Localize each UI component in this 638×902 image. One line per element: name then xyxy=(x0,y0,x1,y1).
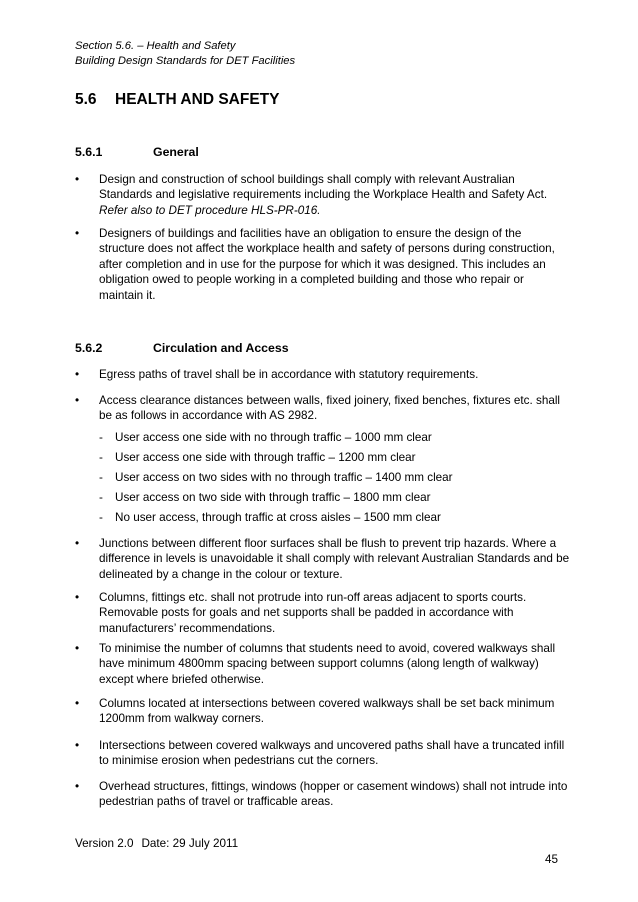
clearance-text: No user access, through traffic at cross aisles – 1500 mm clear xyxy=(115,511,441,524)
subsection-heading-general xyxy=(75,145,199,159)
footer xyxy=(75,837,238,850)
bullet-marker: • xyxy=(75,780,80,793)
bullet-text: Access clearance distances between walls, fixed joinery, fixed benches, fixtures etc. shall be as follows in accordance with AS 2982. xyxy=(99,394,561,423)
subsection-number: 5.6.1 xyxy=(75,145,103,159)
list-item xyxy=(75,367,570,382)
list-item xyxy=(75,536,570,582)
dash-marker: - xyxy=(99,431,103,444)
clearance-text: User access on two side with through traffic – 1800 mm clear xyxy=(115,491,431,504)
bullet-marker: • xyxy=(75,537,80,550)
bullet-marker: • xyxy=(75,227,80,240)
bullet-text: Columns located at intersections between covered walkways shall be set back minimum 1200mm from walkway corners. xyxy=(99,697,555,726)
bullet-text: To minimise the number of columns that students need to avoid, covered walkways shall have minimum 4800mm spacing between support columns (along length of walkway) except where briefed otherwise. xyxy=(99,642,556,686)
subsection-heading-circulation xyxy=(75,341,289,355)
dash-marker: - xyxy=(99,491,103,504)
list-item xyxy=(75,696,570,727)
list-item xyxy=(75,779,570,810)
section-heading xyxy=(75,91,279,109)
bullet-text: Egress paths of travel shall be in accordance with statutory requirements. xyxy=(99,368,479,381)
running-header xyxy=(75,39,295,68)
page-number: 45 xyxy=(545,853,559,866)
dash-marker: - xyxy=(99,451,103,464)
bullet-marker: • xyxy=(75,697,80,710)
clearance-item xyxy=(99,490,431,505)
bullet-text: Intersections between covered walkways and uncovered paths shall have a truncated infill to minimise erosion when pedestrians cut the corners. xyxy=(99,739,565,768)
clearance-item xyxy=(99,470,453,485)
bullet-marker: • xyxy=(75,642,80,655)
subsection-number: 5.6.2 xyxy=(75,341,103,355)
list-item xyxy=(75,172,570,218)
bullet-marker: • xyxy=(75,394,80,407)
subsection-title: General xyxy=(153,145,199,159)
bullet-text: Junctions between different floor surfaces shall be flush to prevent trip hazards. Where a difference in levels is unavoidable it shall comply with relevant Australian Standards and be delineated by a change in the colour or texture. xyxy=(99,537,570,581)
list-item xyxy=(75,226,570,303)
dash-marker: - xyxy=(99,511,103,524)
clearance-text: User access one side with through traffic – 1200 mm clear xyxy=(115,451,416,464)
list-item xyxy=(75,641,570,687)
dash-marker: - xyxy=(99,471,103,484)
header-document: Building Design Standards for DET Facilities xyxy=(75,54,296,67)
bullet-text: Columns, fittings etc. shall not protrude into run-off areas adjacent to sports courts. Removable posts for goals and net supports shall be padded in accordance with manufacturers’ recommendations. xyxy=(99,591,527,635)
footer-date: Date: 29 July 2011 xyxy=(141,837,239,850)
list-item xyxy=(75,738,570,769)
list-item xyxy=(75,590,570,636)
header-section: Section 5.6. – Health and Safety xyxy=(75,40,236,52)
clearance-item xyxy=(99,430,432,445)
bullet-marker: • xyxy=(75,591,80,604)
clearance-item xyxy=(99,450,416,465)
bullet-text: Designers of buildings and facilities have an obligation to ensure the design of the structure does not affect the workplace health and safety of persons during construction, after completion and in use for the purpose for which it was designed. This includes an obligation owed to people working in a completed building and those who repair or maintain it. xyxy=(99,227,555,302)
list-item xyxy=(75,393,570,424)
bullet-marker: • xyxy=(75,368,80,381)
footer-version: Version 2.0 xyxy=(75,837,134,850)
clearance-item xyxy=(99,510,441,525)
procedure-reference: Refer also to DET procedure HLS-PR-016. xyxy=(99,203,321,217)
bullet-marker: • xyxy=(75,173,80,186)
section-title: HEALTH AND SAFETY xyxy=(115,91,280,108)
bullet-marker: • xyxy=(75,739,80,752)
clearance-text: User access one side with no through traffic – 1000 mm clear xyxy=(115,431,432,444)
bullet-text: Design and construction of school buildings shall comply with relevant Australian Standards and legislative requirements including the Workplace Health and Safety Act. xyxy=(99,173,548,202)
clearance-text: User access on two sides with no through traffic – 1400 mm clear xyxy=(115,471,453,484)
subsection-title: Circulation and Access xyxy=(153,341,289,355)
section-number: 5.6 xyxy=(75,91,97,108)
bullet-text: Overhead structures, fittings, windows (hopper or casement windows) shall not intrude into pedestrian paths of travel or trafficable areas. xyxy=(99,780,568,809)
